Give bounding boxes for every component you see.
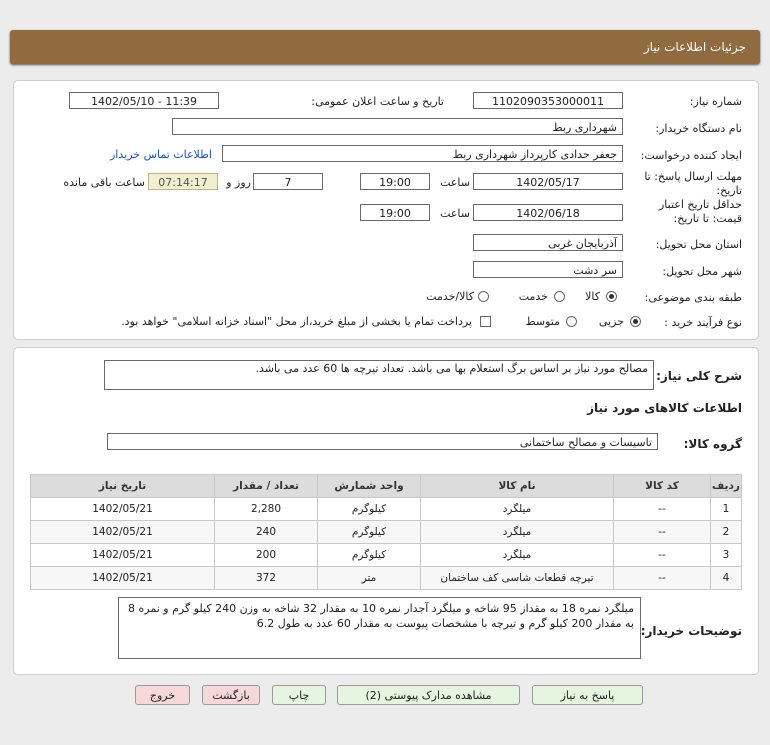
city-field: سر دشت [473, 261, 623, 278]
exit-button[interactable]: خروج [135, 685, 190, 705]
col-date: تاریخ نیاز [31, 475, 215, 498]
buyer-org-field: شهرداری ربط [172, 118, 623, 135]
payment-note: پرداخت تمام یا بخشی از مبلغ خرید،از محل "اسناد خزانه اسلامی" خواهد بود. [121, 315, 472, 328]
days-label: روز و [226, 176, 251, 189]
cell-unit: کیلوگرم [318, 544, 421, 567]
process-radio-minor[interactable] [630, 316, 641, 327]
category-radio-goods-service[interactable] [478, 291, 489, 302]
col-name: نام کالا [421, 475, 614, 498]
cell-code: -- [614, 521, 711, 544]
creator-label: ایجاد کننده درخواست: [640, 149, 742, 162]
category-option-goods-service: کالا/خدمت [426, 290, 474, 303]
process-label: نوع فرآیند خرید : [664, 316, 742, 329]
cell-date: 1402/05/21 [31, 567, 215, 590]
cell-qty: 372 [215, 567, 318, 590]
cell-row: 3 [711, 544, 742, 567]
cell-name: تیرچه قطعات شاسی کف ساختمان [421, 567, 614, 590]
cell-unit: کیلوگرم [318, 498, 421, 521]
process-option-medium: متوسط [525, 315, 560, 328]
cell-code: -- [614, 498, 711, 521]
table-row [31, 544, 742, 567]
col-code: کد کالا [614, 475, 711, 498]
col-qty: تعداد / مقدار [215, 475, 318, 498]
buyer-org-label: نام دستگاه خریدار: [655, 122, 742, 135]
cell-qty: 2,280 [215, 498, 318, 521]
cell-code: -- [614, 567, 711, 590]
cell-unit: کیلوگرم [318, 521, 421, 544]
back-button[interactable]: بازگشت [202, 685, 260, 705]
creator-field: جعفر حدادی کارپرداز شهرداری ربط [222, 145, 623, 162]
category-radio-goods[interactable] [606, 291, 617, 302]
cell-name: میلگرد [421, 521, 614, 544]
buyer-notes-field: میلگرد نمره 18 به مقداز 95 شاخه و میلگرد آجدار نمره 10 به مقدار 32 شاخه به وزن 240 کیلو گرم و نمره 8 به مقدار 200 کیلو گرم و تیرچه با مشخصات پیوست به مقدار 60 عدد به طول 6.2 [118, 597, 641, 659]
need-number-label: شماره نیاز: [689, 95, 742, 108]
need-number-field: 1102090353000011 [473, 92, 623, 109]
reply-time-field: 19:00 [360, 173, 430, 190]
goods-group-label: گروه کالا: [683, 437, 742, 451]
validity-time-field: 19:00 [360, 204, 430, 221]
validity-label: حداقل تاریخ اعتبار قیمت: تا تاریخ: [658, 198, 742, 225]
category-radio-service[interactable] [554, 291, 565, 302]
table-row [31, 521, 742, 544]
category-label: طبقه بندی موضوعی: [644, 291, 742, 304]
cell-row: 1 [711, 498, 742, 521]
cell-code: -- [614, 544, 711, 567]
page-title: جزئیات اطلاعات نیاز [643, 40, 746, 54]
treasury-checkbox[interactable] [480, 316, 491, 327]
summary-label: شرح کلی نیاز: [656, 369, 742, 383]
announce-field: 1402/05/10 - 11:39 [69, 92, 219, 109]
cell-row: 2 [711, 521, 742, 544]
cell-row: 4 [711, 567, 742, 590]
summary-field: مصالح مورد نیاز بر اساس برگ استعلام بها می باشد. تعداد تیرچه ها 60 عدد می باشد. [104, 360, 654, 390]
attachments-button[interactable]: مشاهده مدارک پیوستی (2) [337, 685, 520, 705]
city-label: شهر محل تحویل: [662, 265, 742, 278]
table-row [31, 567, 742, 590]
col-row: ردیف [711, 475, 742, 498]
announce-label: تاریخ و ساعت اعلان عمومی: [311, 95, 444, 108]
cell-qty: 200 [215, 544, 318, 567]
cell-unit: متر [318, 567, 421, 590]
validity-date-field: 1402/06/18 [473, 204, 623, 221]
table-header-row [31, 475, 742, 498]
reply-deadline-label: مهلت ارسال پاسخ: تا تاریخ: [644, 170, 742, 197]
province-field: آذربایجان غربی [473, 234, 623, 251]
col-unit: واحد شمارش [318, 475, 421, 498]
cell-date: 1402/05/21 [31, 544, 215, 567]
cell-qty: 240 [215, 521, 318, 544]
process-option-minor: جزیی [598, 315, 624, 328]
cell-date: 1402/05/21 [31, 521, 215, 544]
buyer-contact-link[interactable]: اطلاعات تماس خریدار [110, 148, 212, 161]
reply-time-label: ساعت [440, 176, 470, 189]
reply-button[interactable]: پاسخ به نیاز [532, 685, 643, 705]
process-radio-medium[interactable] [566, 316, 577, 327]
goods-group-field: تاسیسات و مصالح ساختمانی [107, 433, 658, 450]
category-option-service: خدمت [518, 290, 548, 303]
category-option-goods: کالا [585, 290, 600, 303]
days-field: 7 [253, 173, 323, 190]
cell-name: میلگرد [421, 498, 614, 521]
goods-info-label: اطلاعات کالاهای مورد نیاز [587, 401, 742, 415]
validity-time-label: ساعت [440, 207, 470, 220]
province-label: استان محل تحویل: [655, 238, 742, 251]
table-row [31, 498, 742, 521]
remaining-time-label: ساعت باقی مانده [63, 176, 145, 189]
page-header [10, 30, 760, 64]
reply-date-field: 1402/05/17 [473, 173, 623, 190]
buyer-notes-label: توضیحات خریدار: [640, 624, 742, 638]
cell-name: میلگرد [421, 544, 614, 567]
remaining-time-field: 07:14:17 [148, 173, 218, 190]
goods-table [30, 474, 742, 590]
cell-date: 1402/05/21 [31, 498, 215, 521]
print-button[interactable]: چاپ [272, 685, 326, 705]
